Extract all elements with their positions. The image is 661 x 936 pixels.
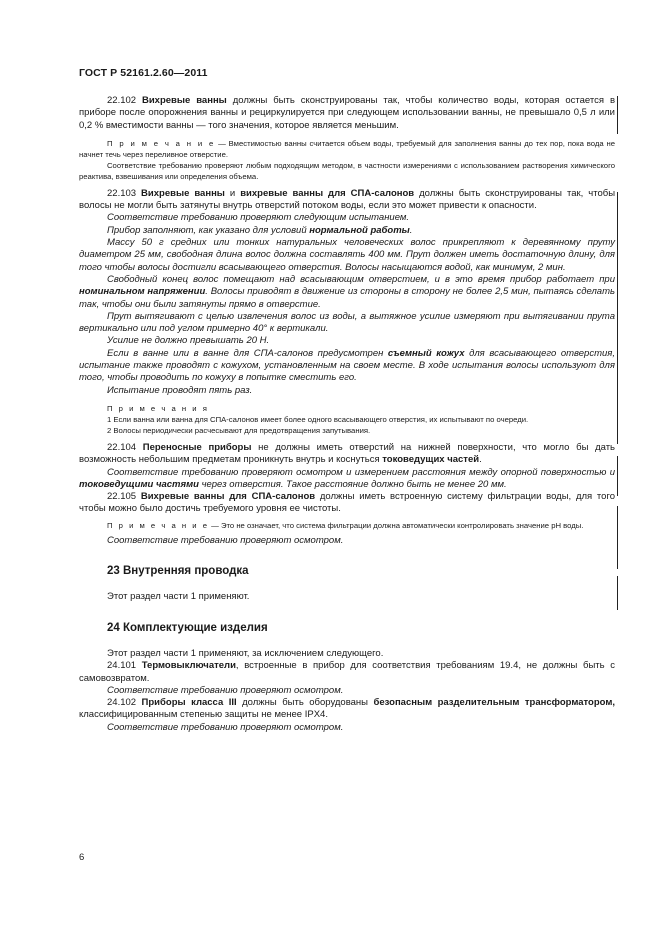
test-cover: Если в ванне или в ванне для СПА-салонов предусмотрен съемный кожух для всасывающего отверстия, испытание также проводят с кожухом, установленным на своем месте. В ходе испытания волосы используют для того, чтобы проводить по кожуху в попытке сместить его. <box>79 347 615 384</box>
clause-24-102-compliance: Соответствие требованию проверяют осмотром. <box>107 721 344 733</box>
clause-22-104: 22.104 Переносные приборы не должны иметь отверстий на нижней поверхности, что могло бы дать возможность небольшим предметам проникнуть внутрь и коснуться токоведущих частей. <box>79 441 616 466</box>
test-repeat: Испытание проводят пять раз. <box>107 384 253 396</box>
page-number: 6 <box>79 852 85 863</box>
section-23-title: 23 Внутренняя проводка <box>107 565 249 578</box>
change-bar <box>617 576 618 610</box>
body-text <box>79 95 615 734</box>
clause-22-104-compliance: Соответствие требованию проверяют осмотром и измерением расстояния между опорной поверхностью и токоведущими частями через отверстия. Такое расстояние должно быть не менее 20 мм. <box>79 466 615 490</box>
note-combing: 2 Волосы периодически расчесывают для предотвращения запутывания. <box>107 425 371 435</box>
clause-24-101: 24.101 Термовыключатели, встроенные в прибор для соответствия требованиям 19.4, не должны быть с самовозвратом. <box>79 660 615 684</box>
clause-24-102: 24.102 Приборы класса III должны быть оборудованы безопасным разделительным трансформатором, классифицированным степенью защиты не менее IPX4. <box>79 697 615 721</box>
clause-22-105-compliance: Соответствие требованию проверяют осмотром. <box>107 534 344 546</box>
clause-22-102: 22.102 Вихревые ванны должны быть сконструированы так, чтобы количество воды, которая остается в приборе после опорожнения ванны и рециркулируется при следующем использовании ванны, не превышало 0,5 л или 0,2 % вместимости ванны — того значения, которое является меньшим. <box>79 95 615 131</box>
note-multiple-openings: 1 Если ванна или ванна для СПА-салонов имеет более одного всасывающего отверстия, их испытывают по очереди. <box>107 414 529 424</box>
test-pull: Прут вытягивают с целью извлечения волос из воды, а вытяжное усилие измеряют при вытягивании прута вертикально или под углом примерно 40° к вертикали. <box>79 310 615 335</box>
change-bar <box>617 456 618 496</box>
section-23-text: Этот раздел части 1 применяют. <box>107 591 250 603</box>
change-bar <box>617 192 618 444</box>
test-intro: Соответствие требованию проверяют следующим испытанием. <box>107 212 410 224</box>
note-filtration: П р и м е ч а н и е — Это не означает, что система фильтрации должна автоматически контролировать значение pH воды. <box>107 520 584 530</box>
change-bar <box>617 96 618 134</box>
section-24-title: 24 Комплектующие изделия <box>107 621 268 634</box>
test-free-end: Свободный конец волос помещают над всасывающим отверстием, и в это время прибор работает при номинальном напряжении. Волосы приводят в движение из стороны в сторону не более 2,5 мин, пытаясь сделать так, чтобы они были затянуты прямо в отверстие. <box>79 273 615 310</box>
clause-22-103: 22.103 Вихревые ванны и вихревые ванны для СПА-салонов должны быть сконструированы так, чтобы волосы не могли быть затянуты внутрь отверстий потоком воды, если это может привести к опасности. <box>79 187 616 212</box>
test-force: Усилие не должно превышать 20 Н. <box>107 335 270 347</box>
clause-24-101-compliance: Соответствие требованию проверяют осмотром. <box>107 684 344 696</box>
test-hair: Массу 50 г средних или тонких натуральных человеческих волос прикрепляют к деревянному пруту диаметром 25 мм, свободная длина волос должна составлять 400 мм. Прут должен иметь достаточную длину, для того чтобы волосы достигли всасывающего отверстия. Волосы насыщаются водой, как минимум, 2 мин. <box>79 237 615 273</box>
test-fill: Прибор заполняют, как указано для условий нормальной работы. <box>107 224 413 236</box>
change-bar <box>617 506 618 569</box>
clause-22-105: 22.105 Вихревые ванны для СПА-салонов должны иметь встроенную систему фильтрации воды, для того чтобы можно было достичь требуемого уровня ее чистоты. <box>79 491 615 515</box>
standard-header: ГОСТ Р 52161.2.60—2011 <box>79 67 208 79</box>
note-bath-capacity: П р и м е ч а н и е — Вместимостью ванны считается объем воды, требуемый для заполнения ванны до тех пор, пока вода не начнет течь через переливное отверстие. <box>79 138 615 159</box>
note-compliance-method: Соответствие требованию проверяют любым подходящим методом, в частности измерениями с использованием растворения химического реактива, взвешивания или определения объема. <box>79 160 615 181</box>
notes-label: П р и м е ч а н и я <box>107 403 209 413</box>
section-24-intro: Этот раздел части 1 применяют, за исключением следующего. <box>107 647 384 659</box>
